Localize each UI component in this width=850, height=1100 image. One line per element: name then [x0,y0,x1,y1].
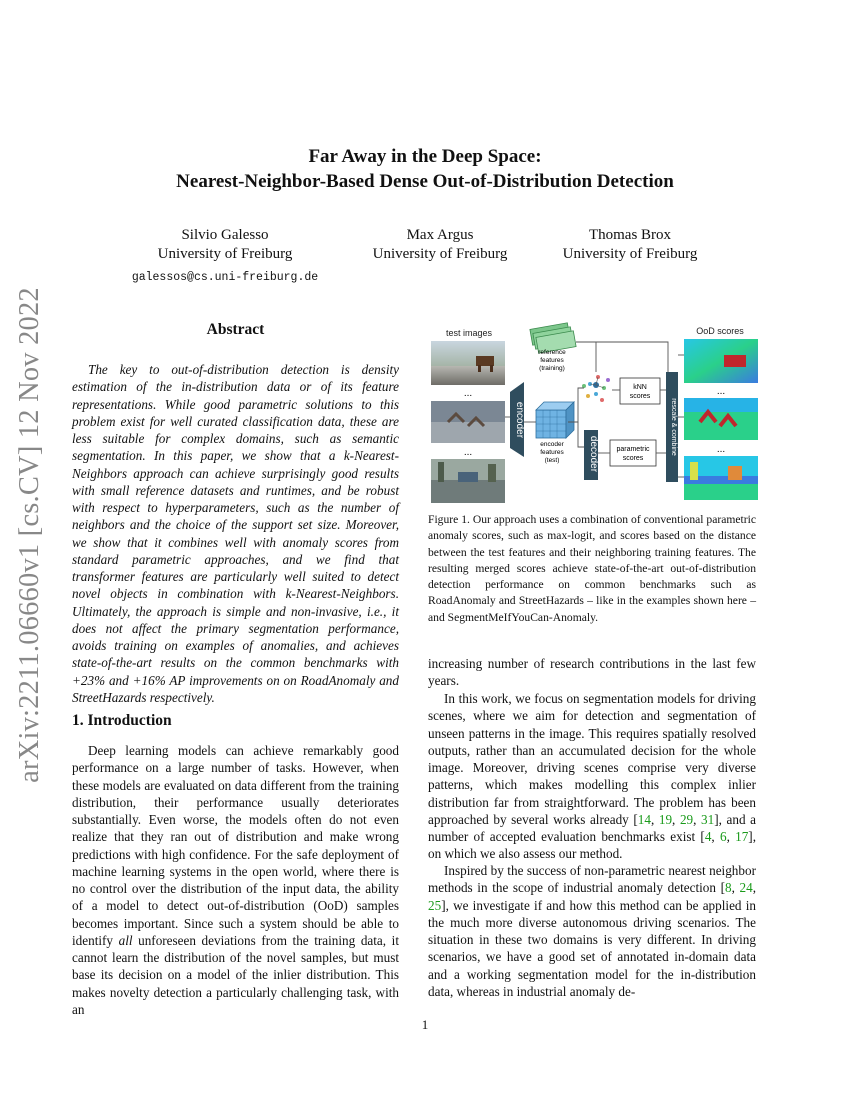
label-knn-scores: scores [629,393,651,400]
author-block-2 [340,226,540,264]
dots-4: ... [716,444,726,455]
figure-1-caption: Figure 1. Our approach uses a combination of conventional parametric anomaly scores, such as max-logit, and scores based on the distance between the test features and their neighboring training features. The resulting merged scores achieve state-of-the-art out-of-distribution detection performance on common benchmarks such as RoadAnomaly and StreetHazards – like in the examples shown here – and SegmentMeIfYouCan-Anomaly. [428,513,756,624]
citation-link[interactable]: 31 [701,811,715,827]
abstract-text: The key to out-of-distribution detection is density estimation of the in-distribution data or of its feature representations. While good parametric solutions to this problem exist for well curated classification data, these are less suitable for complex domains, such as semantic segmentation. In this paper, we show that a k-Nearest-Neighbors approach can achieve surprisingly good results with small reference datasets and runtimes, and be robust with respect to hyperparameters, such as the number of neighbors and the choice of the support set size. Moreover, we show that it combines well with anomaly scores from standard parametric approaches, and we find that transformer features are particularly well suited to detect novel objects in combination with k-Nearest-Neighbors. Ultimately, the approach is simple and non-invasive, i.e., it does not affect the primary segmentation performance, avoids training on examples of anomalies, and achieves state-of-the-art results on the common benchmarks with +23% and +16% AP improvements on on RoadAnomaly and StreetHazards respectively. [72,362,399,705]
knn-scores-box [620,378,660,404]
right-paragraph-0: increasing number of research contributions in the last few years. [428,656,756,689]
label-encoder-features: encoder [540,441,564,448]
citation-link[interactable]: 6 [719,829,727,844]
page-number: 1 [421,1017,429,1032]
citation-link[interactable]: 14 [637,811,651,827]
author-name: Thomas Brox [588,227,672,243]
ood-score-map-1 [684,339,758,383]
author-email[interactable]: galessos@cs.uni-freiburg.de [131,271,319,284]
right-paragraph-2: Inspired by the success of non-parametric nearest neighbor methods in the scope of industrial anomaly detection [8, 24, 25], we investigate if and how this method can be applied in the much more diverse autonomous driving scenarios. The situation in these two domains is very different. In driving scenarios, we have a good set of annotated in-domain data and a working segmentation model for the in-distribution data, whereas in industrial anomaly de- [428,863,757,999]
author-block-3 [530,226,730,264]
paper-title-line-2: Nearest-Neighbor-Based Dense Out-of-Distribution Detection [176,171,674,192]
intro-p1-text-a: Deep learning models can achieve remarkably good performance on a large number of tasks. However, when these models are evaluated on data different from the training distribution, their performance usually deteriorates substantially. Even worse, the models often do not even realize that they ran out of distribution and make wrong predictions with high confidence. For the safe deployment of machine learning systems in the open world, where there is no control over the distribution of the input data, the ability of a model to detect out-of-distribution (OoD) samples becomes important. Since such a system should be able to identify [72,743,399,948]
figure-1-diagram [428,322,763,508]
dots-2: ... [463,447,473,458]
label-knn: kNN [633,384,647,391]
author-affiliation: University of Freiburg [562,246,698,262]
citation-link[interactable]: 8 [725,880,732,896]
label-encoder-features-2: features [540,449,564,456]
citation-link[interactable]: 4 [704,829,712,844]
knn-feature-scatter [582,375,610,402]
right-p1-text-c: ], on which we also assess our method. [428,829,756,862]
arxiv-stamp-text: arXiv:2211.06660v1 [cs.CV] 12 Nov 2022 [14,287,45,783]
label-ood-scores: OoD scores [696,326,744,336]
arxiv-stamp [10,287,50,783]
right-p2-text-b: ], we investigate if and how this method can be applied in the much more diverse autonomous driving scenarios. The situation in these two domains is very different. In driving scenarios, we have a good set of annotated in-domain data and a working segmentation model for the in-distribution data, whereas in industrial anomaly de- [428,897,756,999]
intro-heading: 1. Introduction [72,712,172,729]
parametric-scores-box [610,440,656,466]
right-p2-text-a: Inspired by the success of non-parametric nearest neighbor methods in the scope of industrial anomaly detection [ [428,863,756,896]
label-reference: reference [538,349,566,356]
label-rescale-combine: rescale & combine [670,398,677,456]
ood-score-map-2 [684,398,758,440]
label-encoder: encoder [514,401,525,439]
citation-link[interactable]: 19 [658,811,673,827]
dots-1: ... [463,388,473,399]
test-image-3 [431,459,505,503]
label-decoder: decoder [588,435,599,473]
paper-title-line-1: Far Away in the Deep Space: [308,146,542,167]
citation-link[interactable]: 17 [735,829,749,844]
author-block-1 [100,226,350,287]
label-training: (training) [539,365,565,372]
citation-link[interactable]: 29 [679,811,694,827]
ood-score-map-3 [684,456,758,500]
label-features: features [540,357,564,364]
intro-paragraph-1 [72,742,399,1018]
right-p1-text-b: ], and a number of accepted evaluation benchmarks exist [ [428,811,757,844]
test-image-2 [431,401,505,443]
intro-p1-emphasis: all [118,932,133,948]
author-name: Max Argus [406,227,474,243]
label-parametric: parametric [616,446,650,453]
label-parametric-scores: scores [622,455,644,462]
citation-link[interactable]: 24 [739,880,753,896]
label-test-images: test images [445,328,493,338]
citation-link[interactable]: 25 [428,897,442,913]
author-name: Silvio Galesso [181,227,269,243]
intro-p1-text-b: unforeseen deviations from the training data, it cannot learn the distribution of the novel samples, but must base its decision on a model of the inlier distribution. This makes novelty detection a particularly challenging task, with an [72,932,399,1017]
abstract-heading: Abstract [206,321,265,338]
author-affiliation: University of Freiburg [372,246,508,262]
label-test: (test) [544,457,560,464]
test-image-1 [431,341,505,385]
encoder-features-cube [536,402,574,438]
right-p1-text-a: In this work, we focus on segmentation models for driving scenes, where we aim for detection and segmentation of unseen patterns in the image. This requires spatially resolved outputs, rather than an accumulated decision for the whole image. Moreover, driving scenes comprise very diverse patterns, which makes modelling this complex inlier distribution far from straightforward. The problem has been approached by several works already [ [428,691,756,827]
dots-3: ... [716,386,726,397]
author-affiliation: University of Freiburg [157,246,293,262]
right-paragraph-1: In this work, we focus on segmentation models for driving scenes, where we aim for detection and segmentation of unseen patterns in the image. This requires spatially resolved outputs, rather than an accumulated decision for the whole image. Moreover, driving scenes comprise very diverse patterns, which makes modelling this complex inlier distribution far from straightforward. The problem has been approached by several works already [14, 19, 29, 31], and a number of accepted evaluation benchmarks exist [4, 6, 17], on which we also assess our method. [428,691,757,862]
